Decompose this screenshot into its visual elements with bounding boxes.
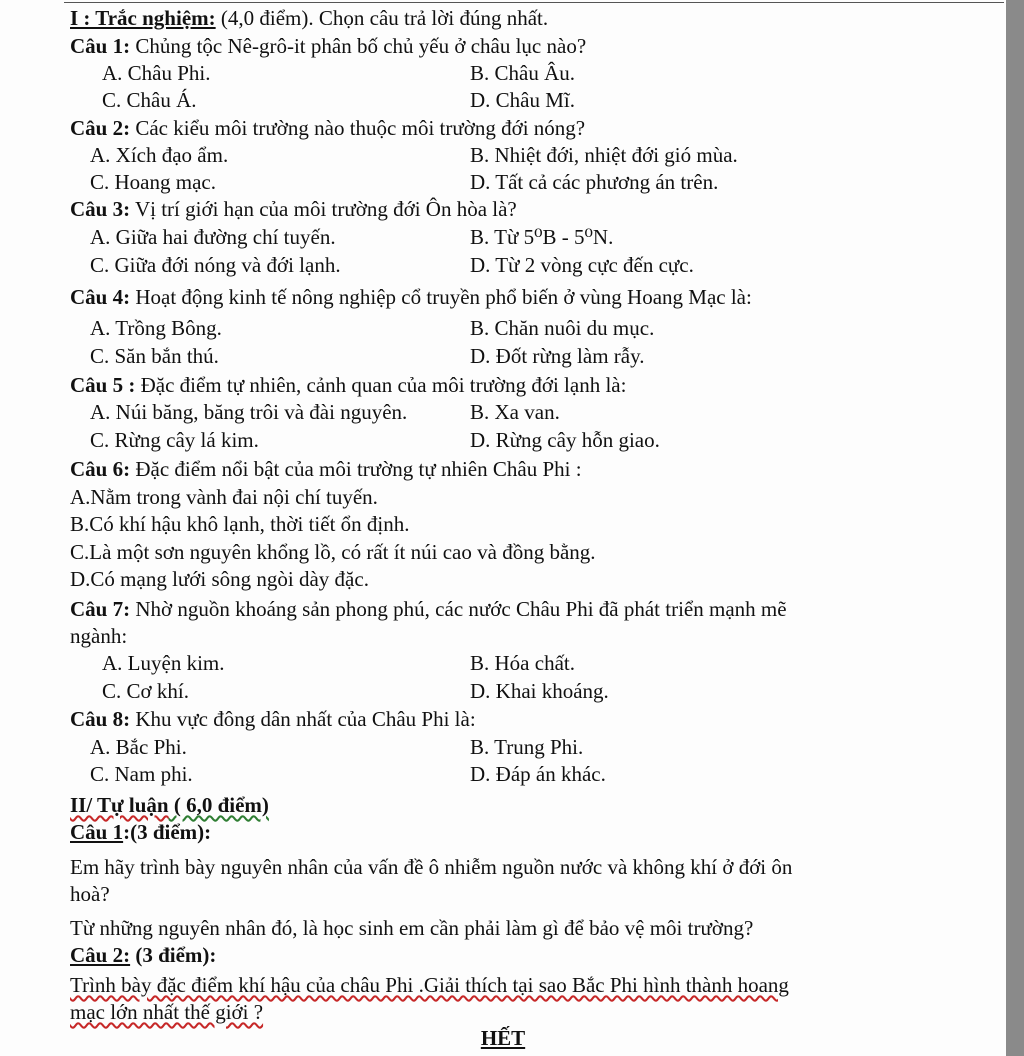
q5-option-a: A. Núi băng, băng trôi và đài nguyên. [90, 400, 408, 424]
part1-heading-label: I : Trắc nghiệm: [70, 6, 216, 30]
question-label: Câu 7: [70, 597, 131, 621]
question-label: Câu 5 : [70, 373, 136, 397]
q2-option-a: A. Xích đạo ẩm. [90, 143, 229, 167]
part2-heading-score: ( 6,0 điểm) [168, 793, 269, 817]
part2-heading-label: II/ Tự luận [70, 793, 169, 817]
essay-q2-score: (3 điểm): [130, 943, 217, 967]
essay-q2-label: Câu 2: [70, 943, 131, 967]
q8-option-b: B. Trung Phi. [470, 735, 584, 759]
q8-option-c: C. Nam phi. [90, 762, 193, 786]
essay-q1-line-3: Từ những nguyên nhân đó, là học sinh em cần phải làm gì để bảo vệ môi trường? [70, 916, 754, 940]
top-rule [64, 2, 1004, 3]
part1-heading-rest: (4,0 điểm). Chọn câu trả lời đúng nhất. [215, 6, 549, 30]
q1-option-b: B. Châu Âu. [470, 61, 575, 85]
essay-q1-line-2: hoà? [70, 882, 110, 906]
question-label: Câu 2: [70, 116, 131, 140]
end-label: HẾT [480, 1026, 526, 1050]
q7-option-a: A. Luyện kim. [102, 651, 225, 675]
q6-option-a: A.Nằm trong vành đai nội chí tuyến. [70, 485, 378, 509]
q6-option-c: C.Là một sơn nguyên khổng lồ, có rất ít núi cao và đồng bằng. [70, 540, 596, 564]
part1-heading [70, 6, 548, 30]
question-1 [70, 34, 586, 58]
question-label: Câu 3: [70, 197, 131, 221]
essay-q1-score: :(3 điểm): [123, 820, 212, 844]
q4-option-c: C. Săn bắn thú. [90, 344, 219, 368]
q7-option-c: C. Cơ khí. [102, 679, 189, 703]
question-text: Đặc điểm nổi bật của môi trường tự nhiên Châu Phi : [130, 457, 582, 481]
q8-option-d: D. Đáp án khác. [470, 762, 606, 786]
question-2 [70, 116, 585, 140]
q5-option-c: C. Rừng cây lá kim. [90, 428, 259, 452]
q4-option-a: A. Trồng Bông. [90, 316, 222, 340]
q6-option-b: B.Có khí hậu khô lạnh, thời tiết ổn định. [70, 512, 410, 536]
question-5 [70, 373, 626, 397]
q3-option-c: C. Giữa đới nóng và đới lạnh. [90, 253, 341, 277]
q7-option-d: D. Khai khoáng. [470, 679, 609, 703]
essay-q1-label: Câu 1 [70, 820, 124, 844]
question-4 [70, 285, 752, 309]
question-label: Câu 4: [70, 285, 131, 309]
q3-option-b: B. Từ 5⁰B - 5⁰N. [470, 225, 614, 249]
question-label: Câu 8: [70, 707, 131, 731]
question-text: Hoạt động kinh tế nông nghiệp cổ truyền phổ biến ở vùng Hoang Mạc là: [130, 285, 752, 309]
question-3 [70, 197, 517, 221]
q2-option-b: B. Nhiệt đới, nhiệt đới gió mùa. [470, 143, 738, 167]
question-8 [70, 707, 476, 731]
question-text: Khu vực đông dân nhất của Châu Phi là: [130, 707, 476, 731]
q8-option-a: A. Bắc Phi. [90, 735, 187, 759]
question-text: Đặc điểm tự nhiên, cảnh quan của môi trường đới lạnh là: [135, 373, 627, 397]
question-text: Nhờ nguồn khoáng sản phong phú, các nước Châu Phi đã phát triển mạnh mẽ [130, 597, 787, 621]
essay-q2-line-2: mạc lớn nhất thế giới ? [70, 1000, 264, 1024]
q7-continuation: ngành: [70, 624, 128, 648]
essay-question-1-heading [70, 820, 211, 844]
question-6 [70, 457, 582, 481]
question-label: Câu 6: [70, 457, 131, 481]
q2-option-d: D. Tất cả các phương án trên. [470, 170, 719, 194]
q7-option-b: B. Hóa chất. [470, 651, 575, 675]
q1-option-a: A. Châu Phi. [102, 61, 211, 85]
q2-option-c: C. Hoang mạc. [90, 170, 216, 194]
q5-option-d: D. Rừng cây hỗn giao. [470, 428, 660, 452]
question-text: Vị trí giới hạn của môi trường đới Ôn hòa là? [130, 197, 517, 221]
question-text: Chủng tộc Nê-grô-it phân bố chủ yếu ở châu lục nào? [130, 34, 587, 58]
essay-question-2-heading [70, 943, 216, 967]
question-7 [70, 597, 787, 621]
essay-q2-line-1: Trình bày đặc điểm khí hậu của châu Phi .Giải thích tại sao Bắc Phi hình thành hoang [70, 973, 789, 997]
q1-option-d: D. Châu Mĩ. [470, 88, 575, 112]
q4-option-b: B. Chăn nuôi du mục. [470, 316, 655, 340]
q6-option-d: D.Có mạng lưới sông ngòi dày đặc. [70, 567, 369, 591]
question-label: Câu 1: [70, 34, 131, 58]
part2-heading [70, 793, 269, 817]
q4-option-d: D. Đốt rừng làm rẫy. [470, 344, 645, 368]
q5-option-b: B. Xa van. [470, 400, 560, 424]
q1-option-c: C. Châu Á. [102, 88, 197, 112]
q3-option-a: A. Giữa hai đường chí tuyến. [90, 225, 336, 249]
q3-option-d: D. Từ 2 vòng cực đến cực. [470, 253, 694, 277]
question-text: Các kiểu môi trường nào thuộc môi trường đới nóng? [130, 116, 586, 140]
essay-q1-line-1: Em hãy trình bày nguyên nhân của vấn đề ô nhiễm nguồn nước và không khí ở đới ôn [70, 855, 793, 879]
